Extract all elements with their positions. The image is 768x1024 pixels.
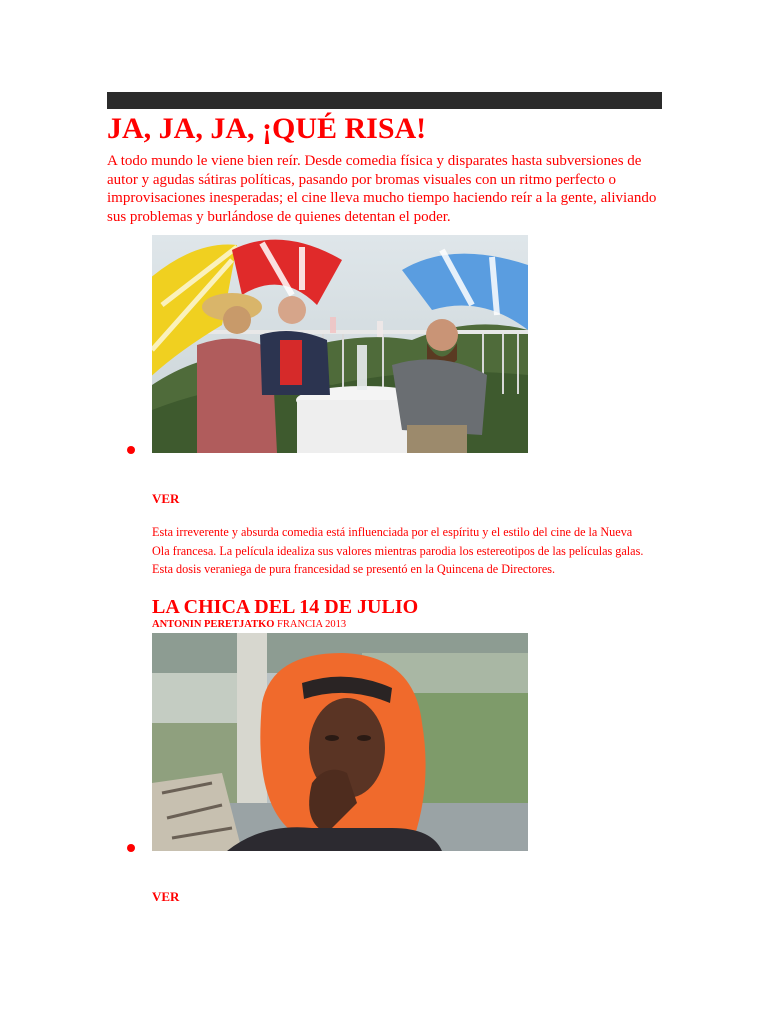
page-title: JA, JA, JA, ¡QUÉ RISA! xyxy=(107,112,427,145)
film-credits xyxy=(152,618,346,632)
header-bar xyxy=(107,92,662,109)
film-description: Esta irreverente y absurda comedia está influenciada por el espíritu y el estilo del cine de la Nueva Ola francesa. La película idealiza sus valores mientras parodia los estereotipos de las películas galas. Esta dosis veraniega de pura francesidad se presentó en la Quincena de Directores. xyxy=(152,525,644,576)
ver-link[interactable]: VER xyxy=(152,889,180,904)
film-title: LA CHICA DEL 14 DE JULIO xyxy=(152,596,419,618)
film-country-year: FRANCIA 2013 xyxy=(277,619,347,630)
list-bullet xyxy=(127,446,135,454)
film-still-umbrellas[interactable] xyxy=(152,235,528,453)
film-still-orange-hair[interactable] xyxy=(152,633,528,851)
list-bullet xyxy=(127,844,135,852)
ver-link[interactable]: VER xyxy=(152,491,180,506)
intro-paragraph: A todo mundo le viene bien reír. Desde comedia física y disparates hasta subversiones de autor y agudas sátiras políticas, pasando por bromas visuales con un ritmo perfecto o improvisaciones inesperadas; el cine lleva mucho tiempo haciendo reír a la gente, aliviando sus problemas y burlándose de quienes detentan el poder. xyxy=(107,153,657,225)
film-director: ANTONIN PERETJATKO xyxy=(152,619,275,630)
